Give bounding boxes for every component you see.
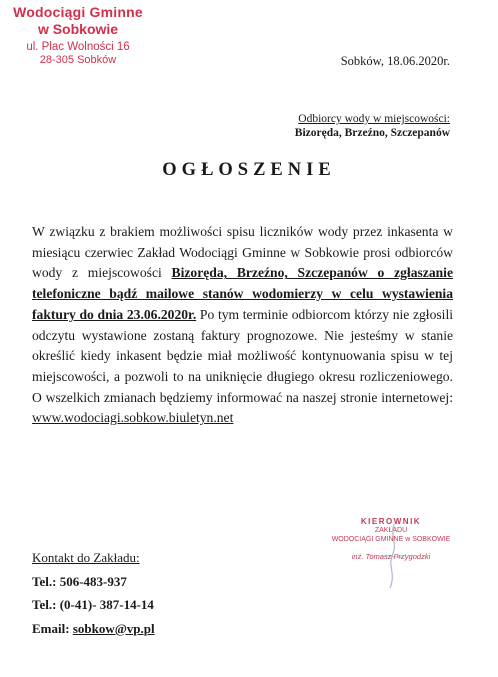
- recipients-block: [295, 112, 450, 140]
- signature-role: KIEROWNIK: [360, 517, 422, 526]
- contact-email-row: [32, 617, 155, 641]
- document-title: OGŁOSZENIE: [162, 160, 336, 180]
- announcement-body: [32, 222, 453, 429]
- signature-person: inż. Tomasz Przygodzki: [351, 552, 431, 561]
- handwritten-signature-icon: [372, 522, 412, 592]
- contact-email-link[interactable]: sobkow@vp.pl: [72, 620, 155, 636]
- body-intro: W związku z brakiem możliwości spisu liczników wody przez inkasenta w miesiącu czerwiec Zakład Wodociągi Gminne w Sobkowie prosi odbiorców wody z miejscowości: [32, 224, 453, 281]
- body-highlight: Bizoręda, Brzeźno, Szczepanów o zgłaszanie telefoniczne bądź mailowe stanów wodomierzy w celu wystawienia faktury do dnia 23.06.2020r.: [32, 265, 453, 322]
- signature-company: WODOCIĄGI GMINNE w SOBKOWIE: [331, 536, 451, 543]
- contact-phone-1: Tel.: 506-483-937: [32, 573, 127, 589]
- document-date: Sobków, 18.06.2020r.: [340, 54, 450, 68]
- contact-email-label: Email:: [32, 620, 73, 636]
- contact-phone-2: Tel.: (0-41)- 387-14-14: [32, 597, 154, 612]
- contact-label: Kontakt do Zakładu:: [32, 550, 140, 565]
- stamp-company-name: Wodociągi Gminne: [13, 4, 143, 20]
- signature-department: ZAKŁADU: [374, 527, 408, 534]
- stamp-street: ul. Plac Wolności 16: [26, 41, 130, 53]
- website-link[interactable]: www.wodociagi.sobkow.biuletyn.net: [32, 410, 234, 426]
- recipients-places: Bizoręda, Brzeźno, Szczepanów: [294, 127, 450, 139]
- stamp-company-location: w Sobkowie: [37, 21, 119, 37]
- stamp-postal: 28-305 Sobków: [39, 54, 117, 66]
- body-continuation: Po tym terminie odbiorcom którzy nie zgłosili odczytu wystawione zostaną faktury prognozowe. Nie jesteśmy w stanie określić kiedy inkasent będzie miał możliwość kontynuowania spisu w tej miejscowości, a pozwoli to na uniknięcie długiego okresu rozliczeniowego. O wszelkich zmianach będziemy informować na naszej stronie internetowej:: [32, 306, 454, 405]
- recipients-label: Odbiorcy wody w miejscowości:: [298, 113, 450, 125]
- contact-block: [32, 546, 155, 640]
- company-stamp: [8, 4, 148, 67]
